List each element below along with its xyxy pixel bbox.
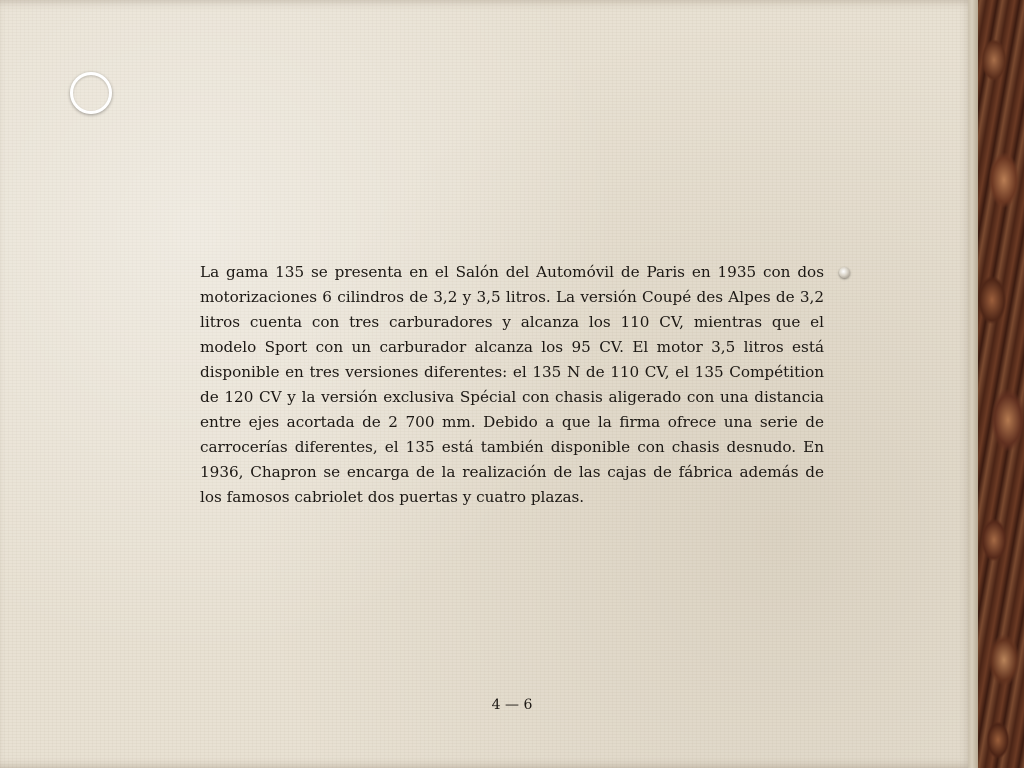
page-number: 4 — 6 [491,697,533,713]
body-paragraph: La gama 135 se presenta en el Salón del Automóvil de Paris en 1935 con dos motorizaciones 6 cilindros de 3,2 y 3,5 litros. La versión Coupé des Alpes de 3,2 litros cuenta con tres carburadores y alcanza los 110 CV, mientras que el modelo Sport con un carburador alcanza los 95 CV. El motor 3,5 litros está disponible en tres versiones diferentes: el 135 N de 110 CV, el 135 Compétition de 120 CV y la versión exclusiva Spécial con chasis aligerado con una distancia entre ejes acortada de 2 700 mm. Debido a que la firma ofrece una serie de carrocerías diferentes, el 135 está también disponible con chasis desnudo. En 1936, Chapron se encarga de la realización de las cajas de fábrica además de los famosos cabriolet dos puertas y cuatro plazas. [200,263,824,506]
home-circle-icon[interactable] [70,72,112,114]
paragraph-knob-icon[interactable] [839,267,850,278]
page-edge [968,0,978,768]
